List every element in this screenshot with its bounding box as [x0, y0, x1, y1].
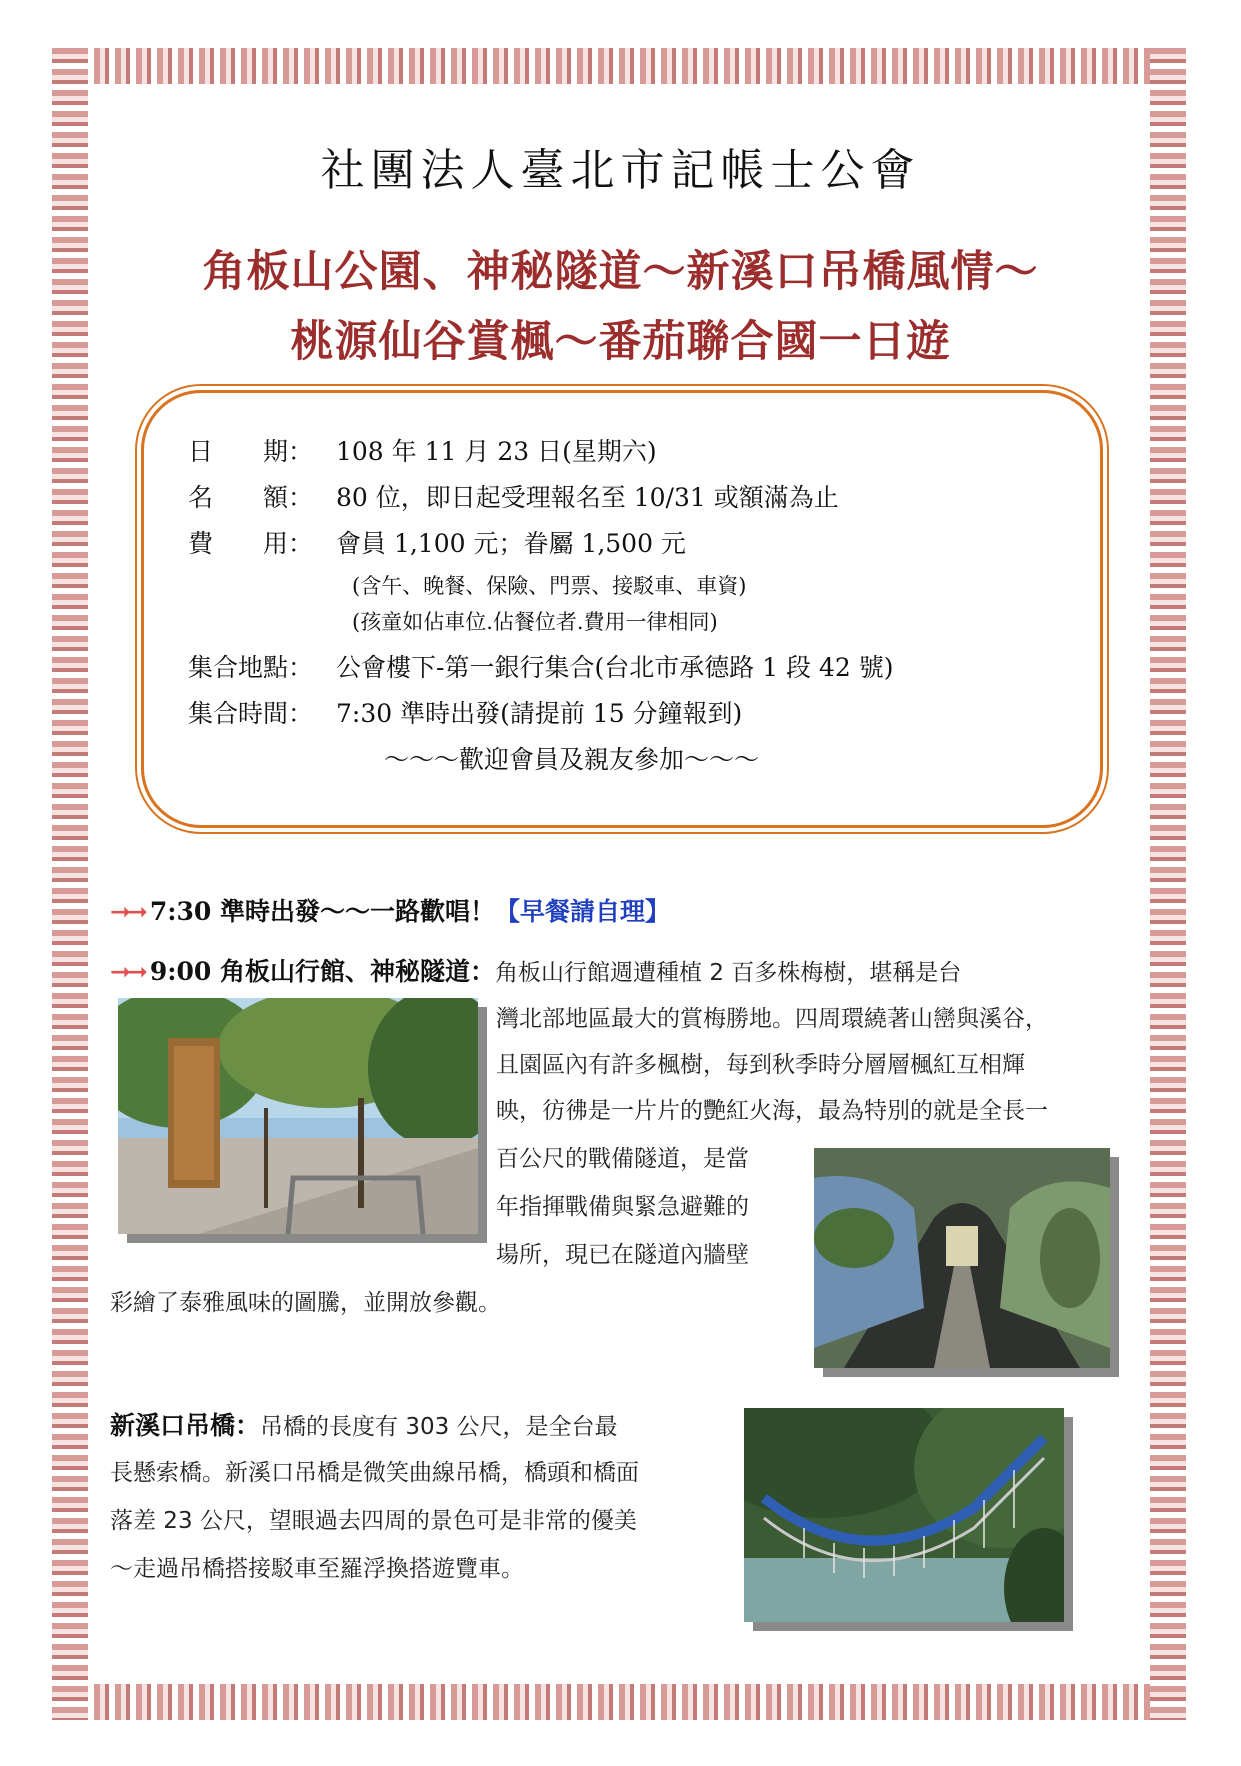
bridge-line1: 吊橋的長度有 303 公尺，是全台最: [260, 1414, 618, 1440]
jiaobanshan-line4: 映，彷彿是一片片的艷紅火海，最為特別的就是全長一: [496, 1098, 1048, 1124]
welcome-text: ～～～歡迎會員及親友參加～～～: [384, 745, 760, 774]
arrow-right-icon: ➞➞: [110, 897, 144, 926]
tunnel-photo: [814, 1148, 1110, 1368]
itinerary-item-jiaobanshan: [110, 952, 961, 988]
departure-text: 7:30 準時出發～～一路歡唱！: [149, 897, 496, 926]
fee-value: 會員 1,100 元；眷屬 1,500 元: [336, 529, 686, 558]
fee-note-1: (含午、晚餐、保險、門票、接駁車、車資): [352, 574, 747, 598]
quota-value: 80 位，即日起受理報名至 10/31 或額滿為止: [336, 483, 839, 512]
meeting-place-row: [188, 648, 893, 684]
bridge-line4: ～走過吊橋搭接駁車至羅浮換搭遊覽車。: [110, 1556, 524, 1582]
time-label: 集合時間：: [188, 699, 314, 728]
date-label: 日 期：: [188, 437, 314, 466]
jiaobanshan-line3: 且園區內有許多楓樹，每到秋季時分層層楓紅互相輝: [496, 1052, 1025, 1078]
organization-name: 社團法人臺北市記帳士公會: [320, 145, 921, 196]
bridge-line2: 長懸索橋。新溪口吊橋是微笑曲線吊橋，橋頭和橋面: [110, 1460, 639, 1486]
place-value: 公會樓下-第一銀行集合(台北市承德路 1 段 42 號): [336, 653, 894, 682]
border-top: [52, 48, 1186, 84]
place-label: 集合地點：: [188, 653, 314, 682]
time-value: 7:30 準時出發(請提前 15 分鐘報到): [336, 699, 743, 728]
suspension-bridge-photo: [744, 1408, 1064, 1622]
quota-row: [188, 478, 839, 514]
jiaobanshan-park-photo: [118, 998, 478, 1234]
itinerary-item-departure: [110, 892, 670, 928]
jiaobanshan-line7: 場所，現已在隧道內牆壁: [496, 1242, 749, 1268]
jiaobanshan-line6: 年指揮戰備與緊急避難的: [496, 1194, 749, 1220]
border-bottom: [52, 1684, 1186, 1720]
date-value: 108 年 11 月 23 日(星期六): [336, 437, 657, 466]
arrow-right-icon: ➞➞: [110, 957, 144, 986]
event-title-line1: 角板山公園、神秘隧道～新溪口吊橋風情～: [202, 247, 1039, 297]
jiaobanshan-line8: 彩繪了泰雅風味的圖騰，並開放參觀。: [110, 1290, 501, 1316]
quota-label: 名 額：: [188, 483, 314, 512]
fee-note-2: (孩童如佔車位.佔餐位者.費用一律相同): [352, 610, 718, 634]
breakfast-note: 【早餐請自理】: [495, 897, 671, 926]
jiaobanshan-heading: 9:00 角板山行館、神秘隧道：: [149, 957, 496, 986]
fee-row: [188, 524, 686, 560]
jiaobanshan-line1: 角板山行館週遭種植 2 百多株梅樹，堪稱是台: [495, 960, 962, 986]
fee-label: 費 用：: [188, 529, 314, 558]
bridge-line3: 落差 23 公尺，望眼過去四周的景色可是非常的優美: [110, 1508, 637, 1534]
meeting-time-row: [188, 694, 742, 730]
event-title-line2: 桃源仙谷賞楓～番茄聯合國一日遊: [290, 317, 951, 367]
date-row: [188, 432, 657, 468]
itinerary-item-bridge: [110, 1406, 618, 1442]
jiaobanshan-line2: 灣北部地區最大的賞梅勝地。四周環繞著山巒與溪谷，: [496, 1006, 1048, 1032]
bridge-heading: 新溪口吊橋：: [110, 1411, 261, 1440]
jiaobanshan-line5: 百公尺的戰備隧道，是當: [496, 1146, 749, 1172]
